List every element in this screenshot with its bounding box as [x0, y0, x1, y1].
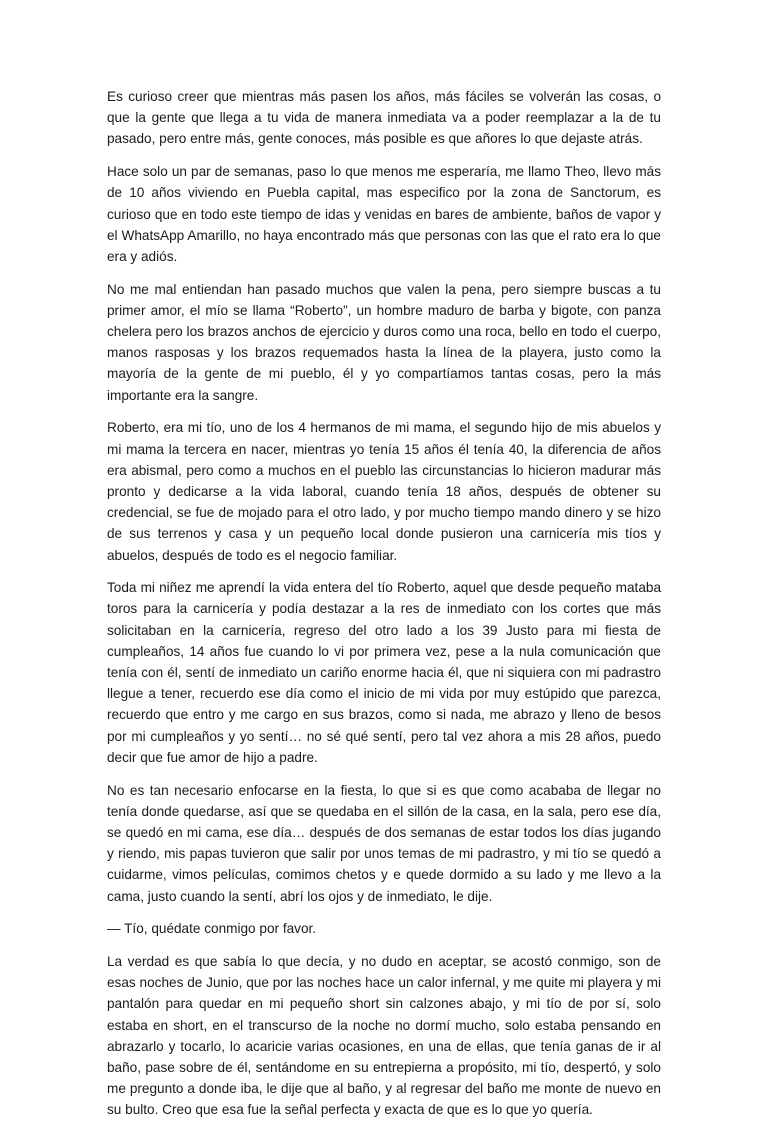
paragraph-1: Es curioso creer que mientras más pasen los años, más fáciles se volverán las cosas, o que la gente que llega a tu vida de manera inmediata va a poder reemplazar a la de tu pasado, pero entre más, gente conoces, más posible es que añores lo que dejaste atrás. [107, 89, 661, 147]
paragraph-2: Hace solo un par de semanas, paso lo que menos me esperaría, me llamo Theo, llevo más de 10 años viviendo en Puebla capital, mas especifico por la zona de Sanctorum, es curioso que en todo este tiempo de idas y venidas en bares de ambiente, baños de vapor y el WhatsApp Amarillo, no haya encontrado más que personas con las que el rato era lo que era y adiós. [107, 164, 661, 264]
paragraph-8: La verdad es que sabía lo que decía, y no dudo en aceptar, se acostó conmigo, son de esas noches de Junio, que por las noches hace un calor infernal, y me quite mi playera y mi pantalón para quedar en mi pequeño short sin calzones abajo, y mi tío de por sí, solo estaba en short, en el transcurso de la noche no dormí mucho, solo estaba pensando en abrazarlo y tocarlo, lo acaricie varias ocasiones, en una de ellas, que tenía ganas de ir al baño, pase sobre de él, sentándome en su entrepierna a propósito, mi tío, despertó, y solo me pregunto a donde iba, le dije que al baño, y al regresar del baño me monte de nuevo en su bulto. Creo que esa fue la señal perfecta y exacta de que es lo que yo quería. [107, 954, 661, 1118]
paragraph-3: No me mal entiendan han pasado muchos que valen la pena, pero siempre buscas a tu primer amor, el mío se llama “Roberto”, un hombre maduro de barba y bigote, con panza chelera pero los brazos anchos de ejercicio y duros como una roca, bello en todo el cuerpo, manos rasposas y los brazos requemados hasta la línea de la playera, justo como la mayoría de la gente de mi pueblo, él y yo compartíamos tantas cosas, pero la más importante era la sangre. [107, 281, 661, 403]
dialogue-line: — Tío, quédate conmigo por favor. [107, 921, 317, 937]
paragraph-6: No es tan necesario enfocarse en la fiesta, lo que si es que como acababa de llegar no tenía donde quedarse, así que se quedaba en el sillón de la casa, en la sala, pero ese día, se quedó en mi cama, ese día… después de dos semanas de estar todos los días jugando y riendo, mis papas tuvieron que salir por unos temas de mi padrastro, y mi tío se quedó a cuidarme, vimos películas, comimos chetos y e quede dormido a su lado y me llevo a la cama, justo cuando la sentí, abrí los ojos y de inmediato, le dije. [107, 782, 661, 904]
paragraph-4: Roberto, era mi tío, uno de los 4 hermanos de mi mama, el segundo hijo de mis abuelos y mi mama la tercera en nacer, mientras yo tenía 15 años él tenía 40, la diferencia de años era abismal, pero como a muchos en el pueblo las circunstancias lo hicieron madurar más pronto y dedicarse a la vida laboral, cuando tenía 18 años, después de obtener su credencial, se fue de mojado para el otro lado, y por mucho tiempo mando dinero y se hizo de sus terrenos y casa y un pequeño local donde pusieron una carnicería mis tíos y abuelos, después de todo es el negocio familiar. [107, 420, 661, 563]
paragraph-5: Toda mi niñez me aprendí la vida entera del tío Roberto, aquel que desde pequeño mataba toros para la carnicería y podía destazar a la res de inmediato con los cortes que más solicitaban en la carnicería, regreso del otro lado a los 39 Justo para mi fiesta de cumpleaños, 14 años fue cuando lo vi por primera vez, pese a la nula comunicación que tenía con él, sentí de inmediato un cariño enorme hacia él, que ni siquiera con mi padrastro llegue a tener, recuerdo ese día como el inicio de mi vida por muy estúpido que parezca, recuerdo que entro y me cargo en sus brazos, como si nada, me abrazo y lleno de besos por mi cumpleaños y yo sentí… no sé qué sentí, pero tal vez ahora a mis 28 años, puedo decir que fue amor de hijo a padre. [107, 580, 661, 765]
document-page [107, 86, 661, 1132]
